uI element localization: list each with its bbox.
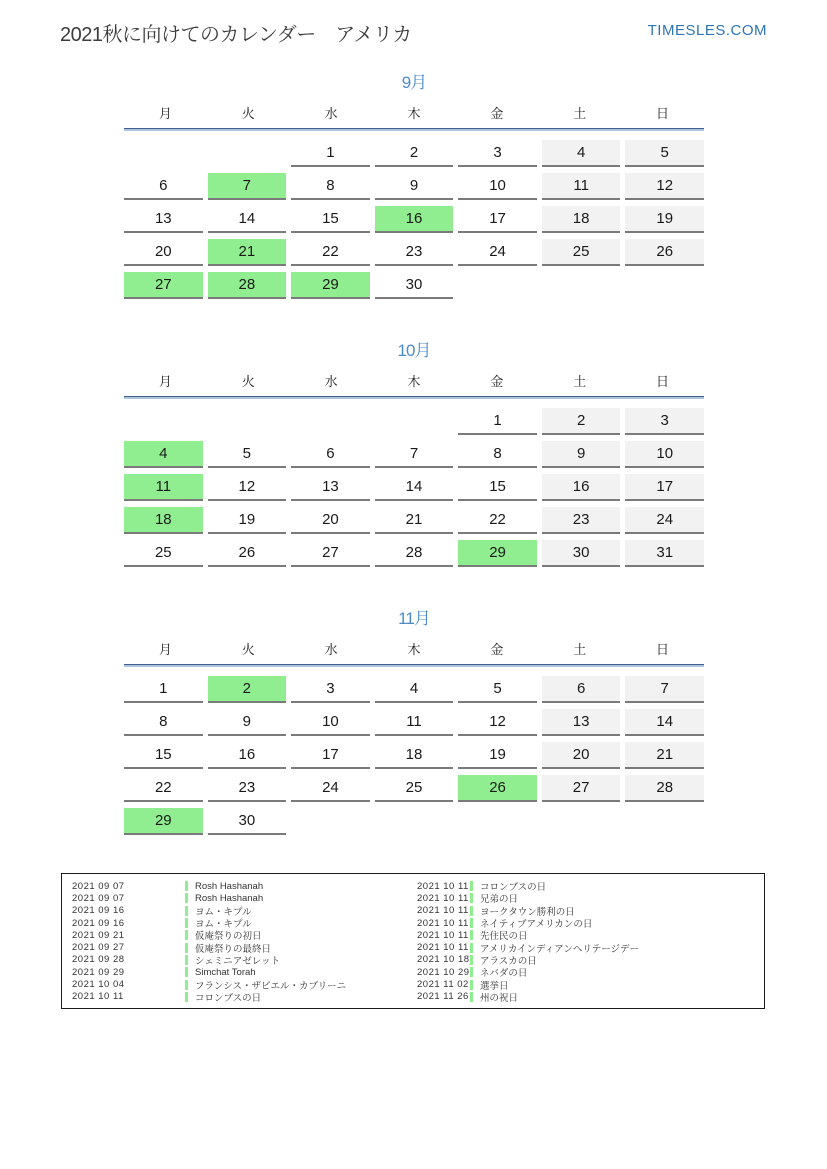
holiday-marker-icon	[470, 881, 473, 891]
day-cell: 30	[375, 272, 454, 299]
legend-date: 2021 09 16	[72, 917, 125, 929]
day-cell: 18	[124, 507, 203, 534]
day-cell	[625, 272, 704, 299]
legend-item	[417, 905, 762, 917]
day-cell	[291, 408, 370, 435]
day-cell	[208, 140, 287, 167]
legend-item	[72, 929, 417, 941]
day-cell: 6	[124, 173, 203, 200]
holiday-marker-icon	[470, 980, 473, 990]
legend-label: Simchat Torah	[195, 966, 256, 978]
day-cell: 15	[458, 474, 537, 501]
day-cell: 10	[625, 441, 704, 468]
legend-label: アラスカの日	[480, 955, 537, 967]
holiday-marker-icon	[185, 881, 188, 891]
day-cell: 4	[542, 140, 621, 167]
legend-label: 仮庵祭りの最終日	[195, 943, 272, 955]
day-cell	[542, 808, 621, 835]
legend-label: ヨム・キプル	[195, 919, 252, 931]
day-cell: 13	[124, 206, 203, 233]
day-cell: 3	[291, 676, 370, 703]
legend-date: 2021 10 11	[417, 929, 469, 941]
legend-item	[417, 941, 762, 953]
day-cell: 4	[124, 441, 203, 468]
legend-item	[417, 917, 762, 929]
legend-date: 2021 10 18	[417, 954, 470, 966]
weekday-header-row	[124, 640, 704, 660]
legend-label: シェミニアゼレット	[195, 955, 281, 967]
weekday-header: 金	[490, 642, 504, 657]
legend-item	[72, 978, 417, 990]
legend-label: アメリカインディアンヘリテージデー	[480, 943, 640, 955]
day-cell	[291, 808, 370, 835]
month-title: 9月	[401, 73, 427, 92]
day-cell: 11	[124, 474, 203, 501]
weekday-header-row	[124, 104, 704, 124]
month-divider	[124, 128, 704, 131]
day-cell: 3	[458, 140, 537, 167]
weekday-header: 火	[241, 642, 255, 657]
weekday-header: 土	[573, 642, 587, 657]
day-cell: 29	[458, 540, 537, 567]
day-cell: 13	[542, 709, 621, 736]
day-cell	[458, 808, 537, 835]
legend-item	[417, 880, 762, 892]
day-cell: 27	[542, 775, 621, 802]
legend-item	[72, 966, 417, 978]
day-grid	[124, 676, 704, 835]
weekday-header: 水	[324, 374, 338, 389]
legend-date: 2021 09 16	[72, 905, 125, 917]
day-cell: 13	[291, 474, 370, 501]
day-cell: 22	[291, 239, 370, 266]
day-cell: 14	[375, 474, 454, 501]
day-cell: 11	[375, 709, 454, 736]
day-cell	[124, 140, 203, 167]
day-cell: 27	[291, 540, 370, 567]
day-cell: 17	[291, 742, 370, 769]
legend-date: 2021 09 21	[72, 929, 125, 941]
weekday-header: 月	[158, 106, 172, 121]
day-cell: 20	[542, 742, 621, 769]
legend-box	[61, 873, 765, 1009]
legend-item	[417, 978, 762, 990]
day-cell: 18	[375, 742, 454, 769]
day-cell: 9	[208, 709, 287, 736]
weekday-header: 日	[656, 374, 670, 389]
holiday-marker-icon	[185, 943, 188, 953]
day-cell: 7	[375, 441, 454, 468]
legend-item	[72, 954, 417, 966]
day-cell: 14	[208, 206, 287, 233]
day-cell: 10	[291, 709, 370, 736]
day-cell: 14	[625, 709, 704, 736]
day-cell: 31	[625, 540, 704, 567]
holiday-marker-icon	[185, 980, 188, 990]
weekday-header: 水	[324, 106, 338, 121]
legend-label: Rosh Hashanah	[195, 892, 264, 904]
day-cell: 30	[208, 808, 287, 835]
day-cell	[458, 272, 537, 299]
month-september	[124, 68, 704, 299]
day-cell: 12	[458, 709, 537, 736]
legend-date: 2021 09 29	[72, 966, 125, 978]
day-cell: 2	[375, 140, 454, 167]
day-cell: 5	[208, 441, 287, 468]
weekday-header: 木	[407, 642, 421, 657]
legend-date: 2021 11 26	[417, 991, 469, 1003]
legend-date: 2021 10 11	[417, 905, 469, 917]
legend-label: Rosh Hashanah	[195, 880, 264, 892]
day-cell: 26	[458, 775, 537, 802]
legend-date: 2021 10 11	[417, 942, 469, 954]
legend-item	[72, 941, 417, 953]
site-logo[interactable]: TIMESLES.COM	[647, 22, 767, 39]
legend-item	[72, 991, 417, 1003]
legend-date: 2021 10 11	[417, 917, 469, 929]
day-cell: 5	[458, 676, 537, 703]
legend-item	[417, 966, 762, 978]
day-cell: 1	[291, 140, 370, 167]
day-cell: 10	[458, 173, 537, 200]
day-cell: 9	[542, 441, 621, 468]
day-cell: 23	[375, 239, 454, 266]
legend-label: 州の祝日	[480, 992, 519, 1004]
day-cell: 5	[625, 140, 704, 167]
day-cell: 19	[625, 206, 704, 233]
legend-label: コロンブスの日	[195, 992, 262, 1004]
day-cell: 7	[625, 676, 704, 703]
legend-label: ヨークタウン勝利の日	[480, 906, 575, 918]
day-cell: 7	[208, 173, 287, 200]
weekday-header: 月	[158, 642, 172, 657]
day-cell: 25	[542, 239, 621, 266]
weekday-header: 土	[573, 374, 587, 389]
holiday-marker-icon	[185, 967, 188, 977]
day-cell: 25	[124, 540, 203, 567]
day-cell: 15	[291, 206, 370, 233]
legend-item	[417, 991, 762, 1003]
page-title: 2021秋に向けてのカレンダー アメリカ	[60, 24, 412, 46]
day-cell: 8	[291, 173, 370, 200]
day-cell: 20	[291, 507, 370, 534]
day-cell: 8	[458, 441, 537, 468]
holiday-marker-icon	[185, 906, 188, 916]
day-cell: 24	[291, 775, 370, 802]
day-cell: 28	[375, 540, 454, 567]
day-cell: 16	[375, 206, 454, 233]
day-cell	[124, 408, 203, 435]
weekday-header: 土	[573, 106, 587, 121]
day-cell: 21	[625, 742, 704, 769]
day-cell	[375, 808, 454, 835]
day-cell: 22	[458, 507, 537, 534]
day-cell	[375, 408, 454, 435]
legend-date: 2021 09 07	[72, 880, 125, 892]
day-cell: 16	[208, 742, 287, 769]
weekday-header: 水	[324, 642, 338, 657]
day-cell: 27	[124, 272, 203, 299]
day-cell: 16	[542, 474, 621, 501]
day-cell: 29	[291, 272, 370, 299]
legend-label: ネバダの日	[480, 968, 528, 980]
day-cell: 3	[625, 408, 704, 435]
day-cell: 1	[124, 676, 203, 703]
weekday-header: 金	[490, 106, 504, 121]
legend-label: フランシス・ザビエル・カブリーニ	[195, 980, 347, 992]
holiday-marker-icon	[470, 906, 473, 916]
day-cell: 9	[375, 173, 454, 200]
legend-item	[72, 880, 417, 892]
legend-label: ネイティブアメリカンの日	[480, 919, 593, 931]
holiday-marker-icon	[470, 918, 473, 928]
holiday-marker-icon	[185, 955, 188, 965]
legend-label: ヨム・キプル	[195, 906, 252, 918]
day-cell: 28	[208, 272, 287, 299]
legend-date: 2021 10 29	[417, 966, 470, 978]
day-cell: 26	[208, 540, 287, 567]
day-cell: 8	[124, 709, 203, 736]
day-cell	[208, 408, 287, 435]
day-cell: 23	[208, 775, 287, 802]
holiday-marker-icon	[470, 893, 473, 903]
weekday-header: 月	[158, 374, 172, 389]
day-cell: 19	[458, 742, 537, 769]
legend-column-left	[72, 880, 417, 1008]
legend-label: 先住民の日	[480, 931, 528, 943]
day-cell: 23	[542, 507, 621, 534]
legend-label: 兄弟の日	[480, 894, 519, 906]
weekday-header: 日	[656, 642, 670, 657]
legend-item	[417, 929, 762, 941]
month-title: 10月	[397, 341, 431, 360]
weekday-header: 木	[407, 374, 421, 389]
day-cell: 17	[458, 206, 537, 233]
day-cell: 6	[291, 441, 370, 468]
day-cell: 28	[625, 775, 704, 802]
weekday-header: 金	[490, 374, 504, 389]
legend-date: 2021 10 11	[417, 880, 469, 892]
month-divider	[124, 664, 704, 667]
legend-date: 2021 10 11	[72, 991, 124, 1003]
legend-date: 2021 09 27	[72, 942, 125, 954]
day-cell: 2	[542, 408, 621, 435]
holiday-marker-icon	[470, 943, 473, 953]
day-cell: 1	[458, 408, 537, 435]
day-cell: 4	[375, 676, 454, 703]
day-grid	[124, 408, 704, 567]
legend-column-right	[417, 880, 762, 1008]
day-cell: 24	[625, 507, 704, 534]
day-cell	[542, 272, 621, 299]
legend-item	[417, 954, 762, 966]
legend-date: 2021 10 11	[417, 892, 469, 904]
month-november	[124, 604, 704, 835]
day-cell: 12	[208, 474, 287, 501]
holiday-marker-icon	[470, 992, 473, 1002]
day-cell	[625, 808, 704, 835]
day-cell: 21	[208, 239, 287, 266]
legend-date: 2021 09 28	[72, 954, 125, 966]
legend-label: 仮庵祭りの初日	[195, 931, 262, 943]
day-cell: 15	[124, 742, 203, 769]
day-cell: 19	[208, 507, 287, 534]
month-october	[124, 336, 704, 567]
month-title: 11月	[398, 609, 430, 628]
holiday-marker-icon	[470, 930, 473, 940]
holiday-marker-icon	[185, 992, 188, 1002]
legend-label: 選挙日	[480, 980, 509, 992]
day-cell: 6	[542, 676, 621, 703]
holiday-marker-icon	[185, 930, 188, 940]
day-cell: 22	[124, 775, 203, 802]
day-cell: 11	[542, 173, 621, 200]
holiday-marker-icon	[470, 967, 473, 977]
day-cell: 20	[124, 239, 203, 266]
day-cell: 18	[542, 206, 621, 233]
legend-date: 2021 09 07	[72, 892, 125, 904]
weekday-header: 日	[656, 106, 670, 121]
day-cell: 30	[542, 540, 621, 567]
day-cell: 29	[124, 808, 203, 835]
day-cell: 2	[208, 676, 287, 703]
legend-label: コロンブスの日	[480, 882, 547, 894]
legend-item	[72, 905, 417, 917]
holiday-marker-icon	[185, 918, 188, 928]
weekday-header: 火	[241, 106, 255, 121]
day-cell: 26	[625, 239, 704, 266]
legend-item	[417, 892, 762, 904]
legend-item	[72, 892, 417, 904]
holiday-marker-icon	[185, 893, 188, 903]
weekday-header: 火	[241, 374, 255, 389]
legend-date: 2021 10 04	[72, 979, 125, 991]
day-cell: 24	[458, 239, 537, 266]
legend-item	[72, 917, 417, 929]
month-divider	[124, 396, 704, 399]
day-cell: 17	[625, 474, 704, 501]
day-cell: 25	[375, 775, 454, 802]
legend-date: 2021 11 02	[417, 979, 469, 991]
weekday-header: 木	[407, 106, 421, 121]
day-grid	[124, 140, 704, 299]
day-cell: 21	[375, 507, 454, 534]
day-cell: 12	[625, 173, 704, 200]
holiday-marker-icon	[470, 955, 473, 965]
weekday-header-row	[124, 372, 704, 392]
